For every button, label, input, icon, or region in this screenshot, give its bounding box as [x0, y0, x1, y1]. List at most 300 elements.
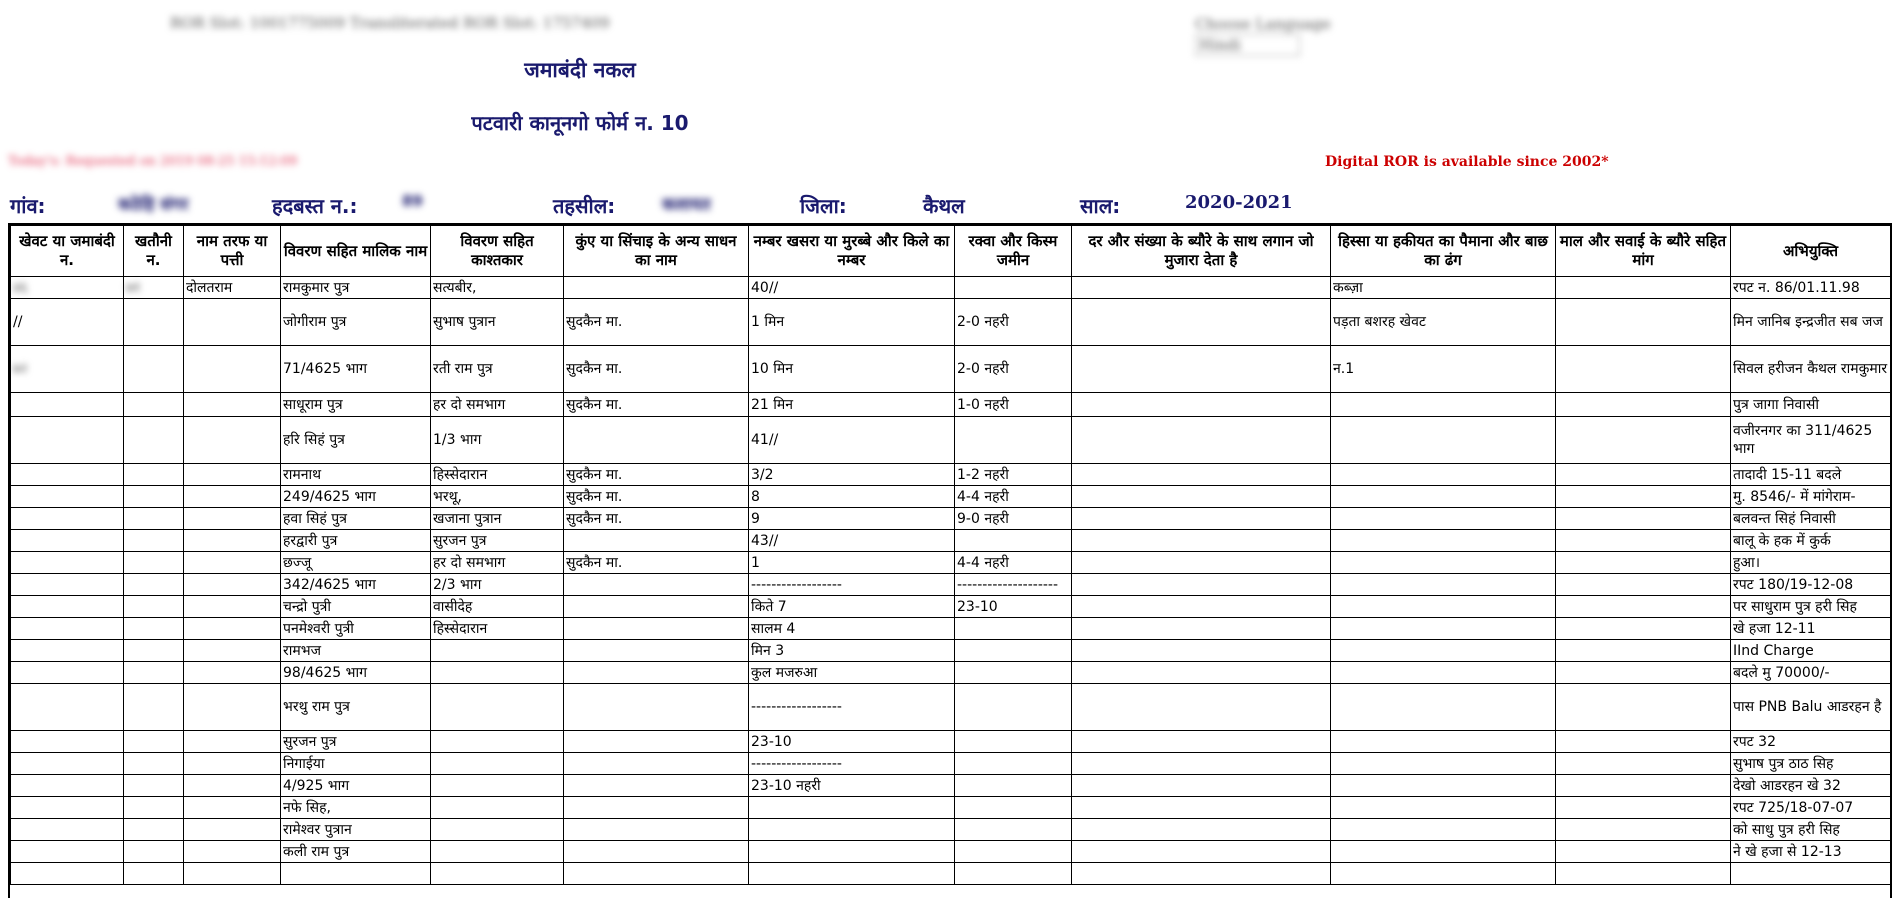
table-cell: [1331, 841, 1556, 863]
table-cell: 4-4 नहरी: [955, 552, 1072, 574]
table-cell: 9-0 नहरी: [955, 508, 1072, 530]
table-cell: सालम 4: [749, 618, 955, 640]
table-cell: मिन जानिब इन्द्रजीत सब जज: [1731, 299, 1891, 346]
table-cell: रपट 180/19-12-08: [1731, 574, 1891, 596]
table-cell: सुदकैन मा.: [564, 552, 749, 574]
table-row: [11, 684, 1891, 731]
table-cell: [1556, 731, 1731, 753]
table-cell: [1556, 684, 1731, 731]
table-cell: [1072, 841, 1331, 863]
year-value: 2020-2021: [1185, 192, 1293, 213]
table-cell: पड़ता बशरह खेवट: [1331, 299, 1556, 346]
table-row: [11, 486, 1891, 508]
table-cell: रपट 32: [1731, 731, 1891, 753]
table-cell: [431, 662, 564, 684]
table-cell: सुदकैन मा.: [564, 346, 749, 393]
table-cell: [955, 863, 1072, 885]
table-cell: [955, 797, 1072, 819]
table-cell: 1/3 भाग: [431, 417, 564, 464]
col-header-revenue: माल और सवाई के ब्यौरे सहित मांग: [1556, 226, 1731, 277]
table-cell: [1331, 552, 1556, 574]
table-cell: 249/4625 भाग: [281, 486, 431, 508]
table-cell: [1072, 508, 1331, 530]
table-row: [11, 731, 1891, 753]
table-cell: [11, 819, 124, 841]
table-cell: [124, 508, 184, 530]
table-cell: [564, 684, 749, 731]
language-selector[interactable]: [1195, 14, 1331, 56]
table-header-row: [11, 226, 1891, 277]
table-row: [11, 299, 1891, 346]
table-cell: [1331, 508, 1556, 530]
table-cell: [749, 841, 955, 863]
table-row: [11, 552, 1891, 574]
table-cell: [1072, 640, 1331, 662]
district-label: जिला:: [800, 194, 847, 218]
table-cell: भरथु राम पुत्र: [281, 684, 431, 731]
table-cell: [11, 574, 124, 596]
table-cell: 1-2 नहरी: [955, 464, 1072, 486]
table-cell: ७१: [124, 277, 184, 299]
table-cell: दोलतराम: [184, 277, 281, 299]
table-cell: हरि सिहं पुत्र: [281, 417, 431, 464]
table-cell: [955, 662, 1072, 684]
table-cell: [184, 596, 281, 618]
table-cell: [184, 684, 281, 731]
table-cell: 40//: [749, 277, 955, 299]
table-cell: [1072, 277, 1331, 299]
table-cell: [1331, 596, 1556, 618]
table-cell: [124, 299, 184, 346]
table-cell: [184, 486, 281, 508]
table-cell: [1556, 486, 1731, 508]
table-cell: [955, 775, 1072, 797]
table-cell: भरथू,: [431, 486, 564, 508]
table-cell: [1331, 618, 1556, 640]
table-cell: 71/4625 भाग: [281, 346, 431, 393]
table-cell: सिवल हरीजन कैथल रामकुमार: [1731, 346, 1891, 393]
table-cell: 23-10: [749, 731, 955, 753]
table-row: [11, 662, 1891, 684]
table-row: [11, 417, 1891, 464]
table-cell: [1556, 775, 1731, 797]
table-cell: रामनाथ: [281, 464, 431, 486]
table-cell: [1331, 417, 1556, 464]
table-cell: 43//: [749, 530, 955, 552]
table-row: [11, 393, 1891, 417]
table-cell: जोगीराम पुत्र: [281, 299, 431, 346]
table-cell: [1072, 618, 1331, 640]
table-cell: [11, 417, 124, 464]
table-cell: [955, 640, 1072, 662]
table-cell: चन्द्रो पुत्री: [281, 596, 431, 618]
table-cell: ------------------: [749, 753, 955, 775]
table-row: [11, 574, 1891, 596]
table-cell: [1331, 486, 1556, 508]
table-cell: हिस्सेदारान: [431, 464, 564, 486]
table-cell: [184, 574, 281, 596]
table-cell: [11, 596, 124, 618]
table-cell: खे हजा 12-11: [1731, 618, 1891, 640]
table-cell: ७२: [11, 346, 124, 393]
table-cell: [1556, 508, 1731, 530]
table-cell: 23-10: [955, 596, 1072, 618]
tehsil-label: तहसील:: [553, 194, 616, 218]
table-cell: [564, 618, 749, 640]
table-cell: [11, 662, 124, 684]
table-cell: [955, 530, 1072, 552]
table-cell: 1-0 नहरी: [955, 393, 1072, 417]
table-cell: [124, 753, 184, 775]
hadbast-value: 89: [402, 192, 423, 210]
table-cell: खजाना पुत्रान: [431, 508, 564, 530]
jamabandi-table: [10, 225, 1891, 885]
table-cell: 21 मिन: [749, 393, 955, 417]
table-cell: रपट 725/18-07-07: [1731, 797, 1891, 819]
table-cell: मु. 8546/- में मांगेराम-: [1731, 486, 1891, 508]
table-cell: [1331, 393, 1556, 417]
table-cell: [184, 417, 281, 464]
table-cell: [431, 731, 564, 753]
table-cell: [11, 797, 124, 819]
table-cell: [564, 841, 749, 863]
table-cell: 2/3 भाग: [431, 574, 564, 596]
table-cell: को साधु पुत्र हरी सिह: [1731, 819, 1891, 841]
table-row: [11, 775, 1891, 797]
table-cell: [1556, 346, 1731, 393]
table-cell: 10 मिन: [749, 346, 955, 393]
table-cell: IInd Charge: [1731, 640, 1891, 662]
ror-info: ROR Slot: 1001775009 Transliterated ROR Slot: 1757409: [170, 14, 610, 32]
table-cell: 342/4625 भाग: [281, 574, 431, 596]
table-cell: [431, 684, 564, 731]
table-cell: [124, 464, 184, 486]
table-cell: [184, 797, 281, 819]
table-cell: [124, 552, 184, 574]
table-cell: साधूराम पुत्र: [281, 393, 431, 417]
table-cell: [1556, 464, 1731, 486]
table-cell: [184, 618, 281, 640]
table-row: [11, 640, 1891, 662]
table-cell: [955, 684, 1072, 731]
table-cell: [124, 775, 184, 797]
table-cell: [1072, 863, 1331, 885]
table-cell: [1331, 863, 1556, 885]
table-cell: वासीदेह: [431, 596, 564, 618]
table-cell: [1731, 863, 1891, 885]
table-cell: सुरजन पुत्र: [281, 731, 431, 753]
col-header-khasra: नम्बर खसरा या मुरब्बे और किले का नम्बर: [749, 226, 955, 277]
table-cell: [1072, 819, 1331, 841]
jamabandi-table-container: [8, 223, 1892, 898]
table-cell: देखो आडरहन खे 32: [1731, 775, 1891, 797]
table-cell: [1556, 819, 1731, 841]
table-cell: [1072, 731, 1331, 753]
table-cell: [955, 841, 1072, 863]
table-cell: सुभाष पुत्रान: [431, 299, 564, 346]
table-cell: [184, 662, 281, 684]
table-cell: [955, 753, 1072, 775]
table-cell: 1 मिन: [749, 299, 955, 346]
table-cell: [11, 393, 124, 417]
table-cell: छज्जू: [281, 552, 431, 574]
table-cell: [1556, 662, 1731, 684]
table-cell: [1556, 753, 1731, 775]
table-cell: [124, 863, 184, 885]
table-cell: [1072, 486, 1331, 508]
table-cell: किते 7: [749, 596, 955, 618]
table-row: [11, 464, 1891, 486]
table-cell: ------------------: [749, 574, 955, 596]
table-cell: [184, 530, 281, 552]
table-cell: [11, 640, 124, 662]
col-header-area: रक्वा और किस्म जमीन: [955, 226, 1072, 277]
table-cell: पुत्र जागा निवासी: [1731, 393, 1891, 417]
table-cell: 2-0 नहरी: [955, 299, 1072, 346]
table-cell: [1556, 618, 1731, 640]
table-cell: बलवन्त सिहं निवासी: [1731, 508, 1891, 530]
table-cell: [1331, 731, 1556, 753]
table-cell: [1331, 753, 1556, 775]
col-header-khatauni: खतौनी न.: [124, 226, 184, 277]
table-cell: [431, 775, 564, 797]
table-cell: [124, 346, 184, 393]
table-cell: पर साधुराम पुत्र हरी सिह: [1731, 596, 1891, 618]
table-cell: [1556, 552, 1731, 574]
table-cell: [11, 753, 124, 775]
table-cell: ------------------: [749, 684, 955, 731]
table-cell: [11, 841, 124, 863]
table-cell: [431, 841, 564, 863]
col-header-khewat: खेवट या जमाबंदी न.: [11, 226, 124, 277]
table-cell: [124, 486, 184, 508]
table-cell: 4-4 नहरी: [955, 486, 1072, 508]
table-cell: [184, 863, 281, 885]
table-row: [11, 863, 1891, 885]
table-cell: [184, 346, 281, 393]
table-cell: [184, 731, 281, 753]
table-cell: [564, 417, 749, 464]
request-note: Today's: Requested on 2019 08-25 15:12:09: [8, 154, 298, 169]
table-cell: [184, 508, 281, 530]
table-cell: कुल मजरुआ: [749, 662, 955, 684]
table-cell: [1331, 662, 1556, 684]
table-cell: [564, 797, 749, 819]
table-cell: [955, 618, 1072, 640]
table-cell: [11, 552, 124, 574]
table-cell: [124, 797, 184, 819]
table-cell: सत्यबीर,: [431, 277, 564, 299]
table-cell: [11, 684, 124, 731]
table-cell: [1556, 299, 1731, 346]
table-cell: [184, 775, 281, 797]
table-cell: [184, 393, 281, 417]
table-cell: रामकुमार पुत्र: [281, 277, 431, 299]
table-cell: [564, 530, 749, 552]
table-cell: [1556, 277, 1731, 299]
table-row: [11, 508, 1891, 530]
table-cell: [749, 863, 955, 885]
table-cell: [124, 662, 184, 684]
page-subtitle: पटवारी कानूनगो फोर्म न. 10: [471, 111, 689, 135]
table-cell: [124, 393, 184, 417]
table-cell: सुभाष पुत्र ठाठ सिह: [1731, 753, 1891, 775]
district-value: कैथल: [923, 194, 965, 218]
col-header-share: हिस्सा या हकीयत का पैमाना और बाछ का ढंग: [1331, 226, 1556, 277]
table-cell: [124, 417, 184, 464]
table-cell: [1072, 753, 1331, 775]
table-row: [11, 530, 1891, 552]
table-cell: [431, 797, 564, 819]
table-cell: ने खे हजा से 12-13: [1731, 841, 1891, 863]
table-cell: [1556, 863, 1731, 885]
table-row: [11, 618, 1891, 640]
table-cell: [184, 640, 281, 662]
table-cell: निगाईया: [281, 753, 431, 775]
tehsil-value: कलायत: [662, 195, 711, 215]
village-value: कठेहि संगर: [118, 195, 189, 215]
table-cell: [1072, 530, 1331, 552]
col-header-owner: विवरण सहित मालिक नाम: [281, 226, 431, 277]
table-cell: [124, 841, 184, 863]
table-cell: 1: [749, 552, 955, 574]
language-select[interactable]: Hindi: [1195, 34, 1300, 56]
table-cell: [431, 863, 564, 885]
village-label: गांव:: [10, 194, 46, 218]
table-cell: [1072, 596, 1331, 618]
table-body: [11, 277, 1891, 885]
table-cell: रामेश्वर पुत्रान: [281, 819, 431, 841]
table-cell: [124, 684, 184, 731]
table-cell: ४६: [11, 277, 124, 299]
table-cell: [11, 486, 124, 508]
table-cell: [281, 863, 431, 885]
table-cell: सुदकैन मा.: [564, 486, 749, 508]
table-cell: [431, 640, 564, 662]
table-cell: [1072, 775, 1331, 797]
table-cell: [184, 753, 281, 775]
col-header-rent: दर और संख्या के ब्यौरे के साथ लगान जो मुजारा देता है: [1072, 226, 1331, 277]
table-cell: [1072, 464, 1331, 486]
table-cell: तादादी 15-11 बदले: [1731, 464, 1891, 486]
table-cell: [124, 574, 184, 596]
table-cell: [184, 552, 281, 574]
table-row: [11, 277, 1891, 299]
table-cell: [1331, 640, 1556, 662]
table-cell: [1331, 797, 1556, 819]
table-cell: [11, 775, 124, 797]
table-cell: [11, 530, 124, 552]
table-cell: [955, 731, 1072, 753]
year-label: साल:: [1080, 194, 1121, 218]
table-cell: रामभज: [281, 640, 431, 662]
table-cell: 23-10 नहरी: [749, 775, 955, 797]
table-cell: [1072, 417, 1331, 464]
table-cell: 9: [749, 508, 955, 530]
table-cell: हवा सिहं पुत्र: [281, 508, 431, 530]
page-title: जमाबंदी नकल: [524, 58, 636, 82]
table-cell: [564, 753, 749, 775]
table-cell: सुदकैन मा.: [564, 464, 749, 486]
table-row: [11, 819, 1891, 841]
table-cell: [184, 841, 281, 863]
table-cell: [124, 731, 184, 753]
table-cell: [124, 819, 184, 841]
table-cell: --------------------: [955, 574, 1072, 596]
table-row: [11, 596, 1891, 618]
language-label: Choose Language: [1195, 15, 1331, 33]
table-cell: कली राम पुत्र: [281, 841, 431, 863]
table-cell: [11, 464, 124, 486]
table-cell: [11, 508, 124, 530]
table-cell: [1072, 797, 1331, 819]
table-cell: 3/2: [749, 464, 955, 486]
hadbast-label: हदबस्त न.:: [272, 194, 358, 218]
table-cell: [1072, 346, 1331, 393]
table-cell: हर दो समभाग: [431, 393, 564, 417]
table-cell: [955, 819, 1072, 841]
table-cell: [564, 574, 749, 596]
table-cell: 98/4625 भाग: [281, 662, 431, 684]
table-cell: [1072, 662, 1331, 684]
table-cell: [184, 299, 281, 346]
table-cell: [1331, 530, 1556, 552]
table-cell: पनमेश्वरी पुत्री: [281, 618, 431, 640]
table-cell: [1331, 574, 1556, 596]
table-cell: [1556, 640, 1731, 662]
table-cell: [1072, 574, 1331, 596]
table-cell: [1331, 775, 1556, 797]
table-cell: [564, 863, 749, 885]
table-cell: [11, 618, 124, 640]
table-cell: [1331, 464, 1556, 486]
table-cell: [1556, 393, 1731, 417]
table-cell: [1331, 819, 1556, 841]
table-cell: सुदकैन मा.: [564, 393, 749, 417]
table-cell: 2-0 नहरी: [955, 346, 1072, 393]
table-cell: [749, 797, 955, 819]
table-cell: [124, 618, 184, 640]
table-row: [11, 346, 1891, 393]
table-row: [11, 797, 1891, 819]
table-cell: हुआ।: [1731, 552, 1891, 574]
table-cell: [564, 640, 749, 662]
table-cell: [1072, 299, 1331, 346]
table-cell: बालू के हक में कुर्क: [1731, 530, 1891, 552]
table-cell: [11, 731, 124, 753]
table-cell: [124, 596, 184, 618]
table-cell: [564, 596, 749, 618]
table-cell: [564, 819, 749, 841]
table-cell: [955, 417, 1072, 464]
table-cell: [431, 753, 564, 775]
table-cell: सुरजन पुत्र: [431, 530, 564, 552]
table-cell: 41//: [749, 417, 955, 464]
table-cell: [1331, 684, 1556, 731]
table-cell: [955, 277, 1072, 299]
table-cell: [1556, 841, 1731, 863]
table-cell: हिस्सेदारान: [431, 618, 564, 640]
table-cell: [1072, 552, 1331, 574]
col-header-cultivator: विवरण सहित काश्तकार: [431, 226, 564, 277]
table-cell: कब्ज़ा: [1331, 277, 1556, 299]
table-cell: रपट न. 86/01.11.98: [1731, 277, 1891, 299]
table-cell: पास PNB Balu आडरहन है: [1731, 684, 1891, 731]
col-header-irrigation: कुंए या सिंचाइ के अन्य साधन का नाम: [564, 226, 749, 277]
digital-ror-note: Digital ROR is available since 2002*: [1325, 154, 1609, 170]
table-cell: [184, 819, 281, 841]
table-cell: [564, 731, 749, 753]
